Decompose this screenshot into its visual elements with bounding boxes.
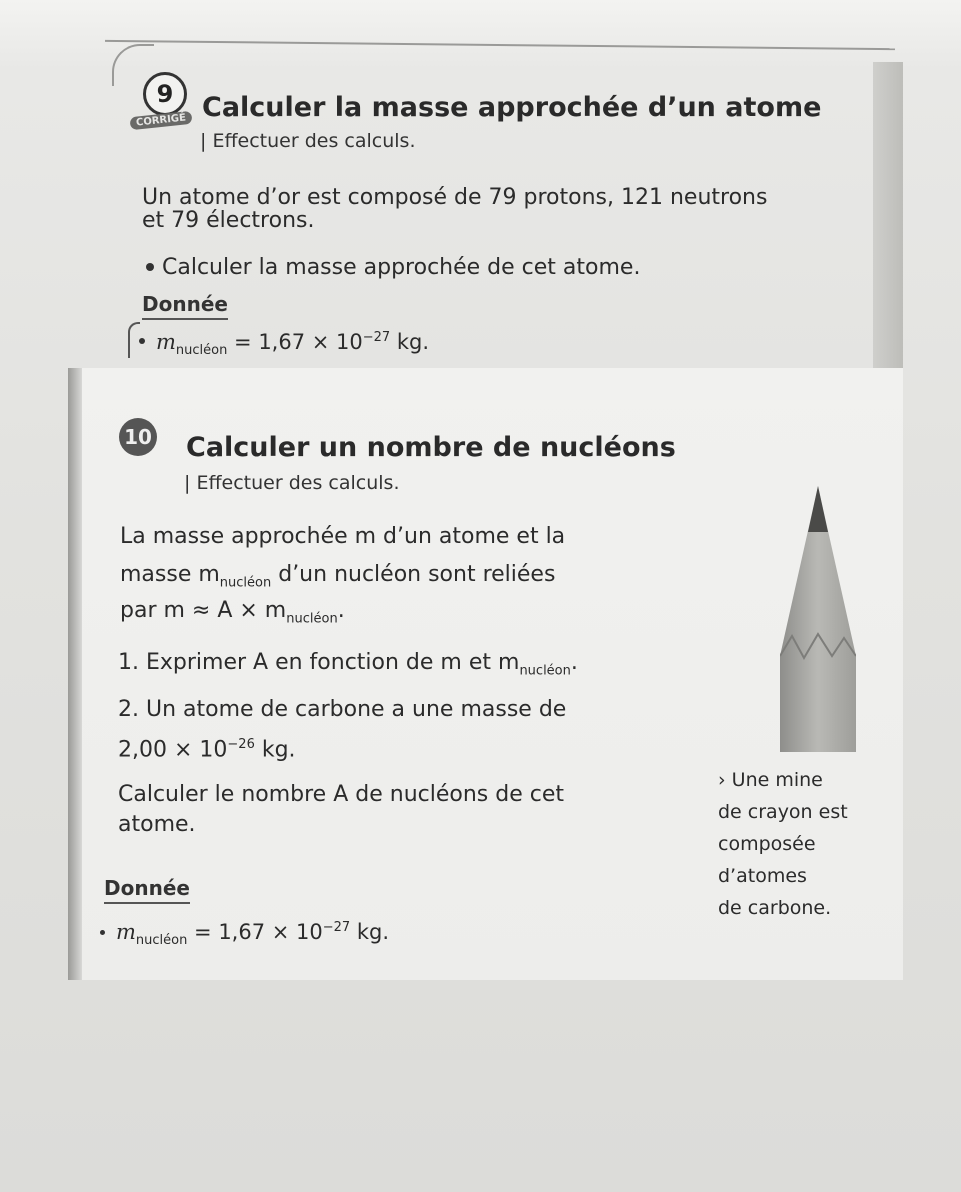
exercise-9-skill-text: Effectuer des calculs. — [212, 130, 416, 152]
formula-exponent: −27 — [362, 330, 391, 345]
mass-symbol: m — [156, 330, 176, 354]
pencil-caption — [718, 764, 848, 924]
right-margin-shade — [873, 62, 903, 380]
caption-line: composée — [718, 833, 816, 855]
exercise-10-intro-line-3 — [120, 596, 345, 633]
exercise-10-question-1 — [118, 648, 578, 685]
exercise-9-number: 9 — [143, 72, 187, 116]
formula-equals: = 1,67 × 10 — [194, 920, 323, 944]
pencil-lead — [808, 486, 828, 532]
question-1-subscript: nucléon — [519, 663, 571, 679]
mass-symbol: m — [116, 920, 136, 944]
exercise-10-question-2-line-1: 2. Un atome de carbone a une masse de — [118, 697, 567, 722]
bullet-icon — [100, 930, 105, 935]
corrige-badge: CORRIGÉ — [129, 111, 192, 130]
exercise-9-data-title: Donnée — [142, 292, 228, 320]
caption-line-text: Une mine — [731, 769, 823, 791]
formula-unit: kg. — [350, 920, 390, 944]
caption-line: de crayon est — [718, 801, 848, 823]
relation-end: . — [337, 598, 345, 623]
exercise-10-skill-text: Effectuer des calculs. — [196, 472, 400, 494]
exercise-10-intro-line-1: La masse approchée m d’un atome et la — [120, 524, 566, 549]
exercise-10-question-2-value — [118, 730, 296, 764]
exercise-9-skill: | Effectuer des calculs. — [200, 130, 416, 152]
caption-line — [718, 764, 848, 796]
carbon-mass-exponent: −26 — [227, 737, 255, 752]
exercise-10-intro-line-2 — [120, 560, 555, 597]
exercise-9-title: Calculer la masse approchée d’un atome — [202, 92, 822, 123]
exercise-9-statement-line-2: et 79 électrons. — [142, 208, 315, 233]
mass-subscript: nucléon — [175, 343, 228, 359]
exercise-10-data-title: Donnée — [104, 876, 190, 904]
carbon-mass-unit: kg. — [254, 737, 296, 763]
caption-line: de carbone. — [718, 897, 832, 919]
bullet-icon — [139, 338, 145, 344]
intro-text-b: d’un nucléon sont reliées — [271, 562, 556, 587]
pencil-tip-illustration — [780, 486, 856, 752]
caption-line: d’atomes — [718, 865, 807, 887]
relation-subscript: nucléon — [286, 611, 338, 627]
exercise-10-title: Calculer un nombre de nucléons — [186, 432, 676, 463]
exercise-10-question-2-line-4: atome. — [118, 812, 196, 837]
mass-subscript: nucléon — [135, 933, 188, 949]
exercise-10-skill: | Effectuer des calculs. — [184, 472, 400, 494]
exercise-10-data-formula — [116, 920, 389, 948]
formula-equals: = 1,67 × 10 — [234, 330, 363, 354]
exercise-9-statement-line-1: Un atome d’or est composé de 79 protons, 121 neutrons — [142, 185, 768, 210]
relation-text: par m ≈ A × m — [120, 598, 287, 623]
intro-subscript: nucléon — [219, 575, 272, 591]
caption-arrow-icon: › — [718, 769, 726, 791]
formula-exponent: −27 — [322, 920, 351, 935]
exercise-10-number: 10 — [119, 418, 157, 456]
bullet-icon — [146, 263, 154, 271]
formula-unit: kg. — [396, 330, 430, 354]
exercise-9-data-formula — [156, 330, 429, 358]
panel-edge-shadow — [68, 368, 82, 980]
question-1-text: 1. Exprimer A en fonction de m et m — [118, 650, 520, 675]
exercise-10-question-2-line-3: Calculer le nombre A de nucléons de cet — [118, 782, 564, 807]
exercise-9-question: Calculer la masse approchée de cet atome. — [162, 255, 641, 280]
intro-text-a: masse m — [120, 562, 220, 587]
question-1-end: . — [570, 650, 578, 675]
carbon-mass-value: 2,00 × 10 — [118, 737, 228, 763]
